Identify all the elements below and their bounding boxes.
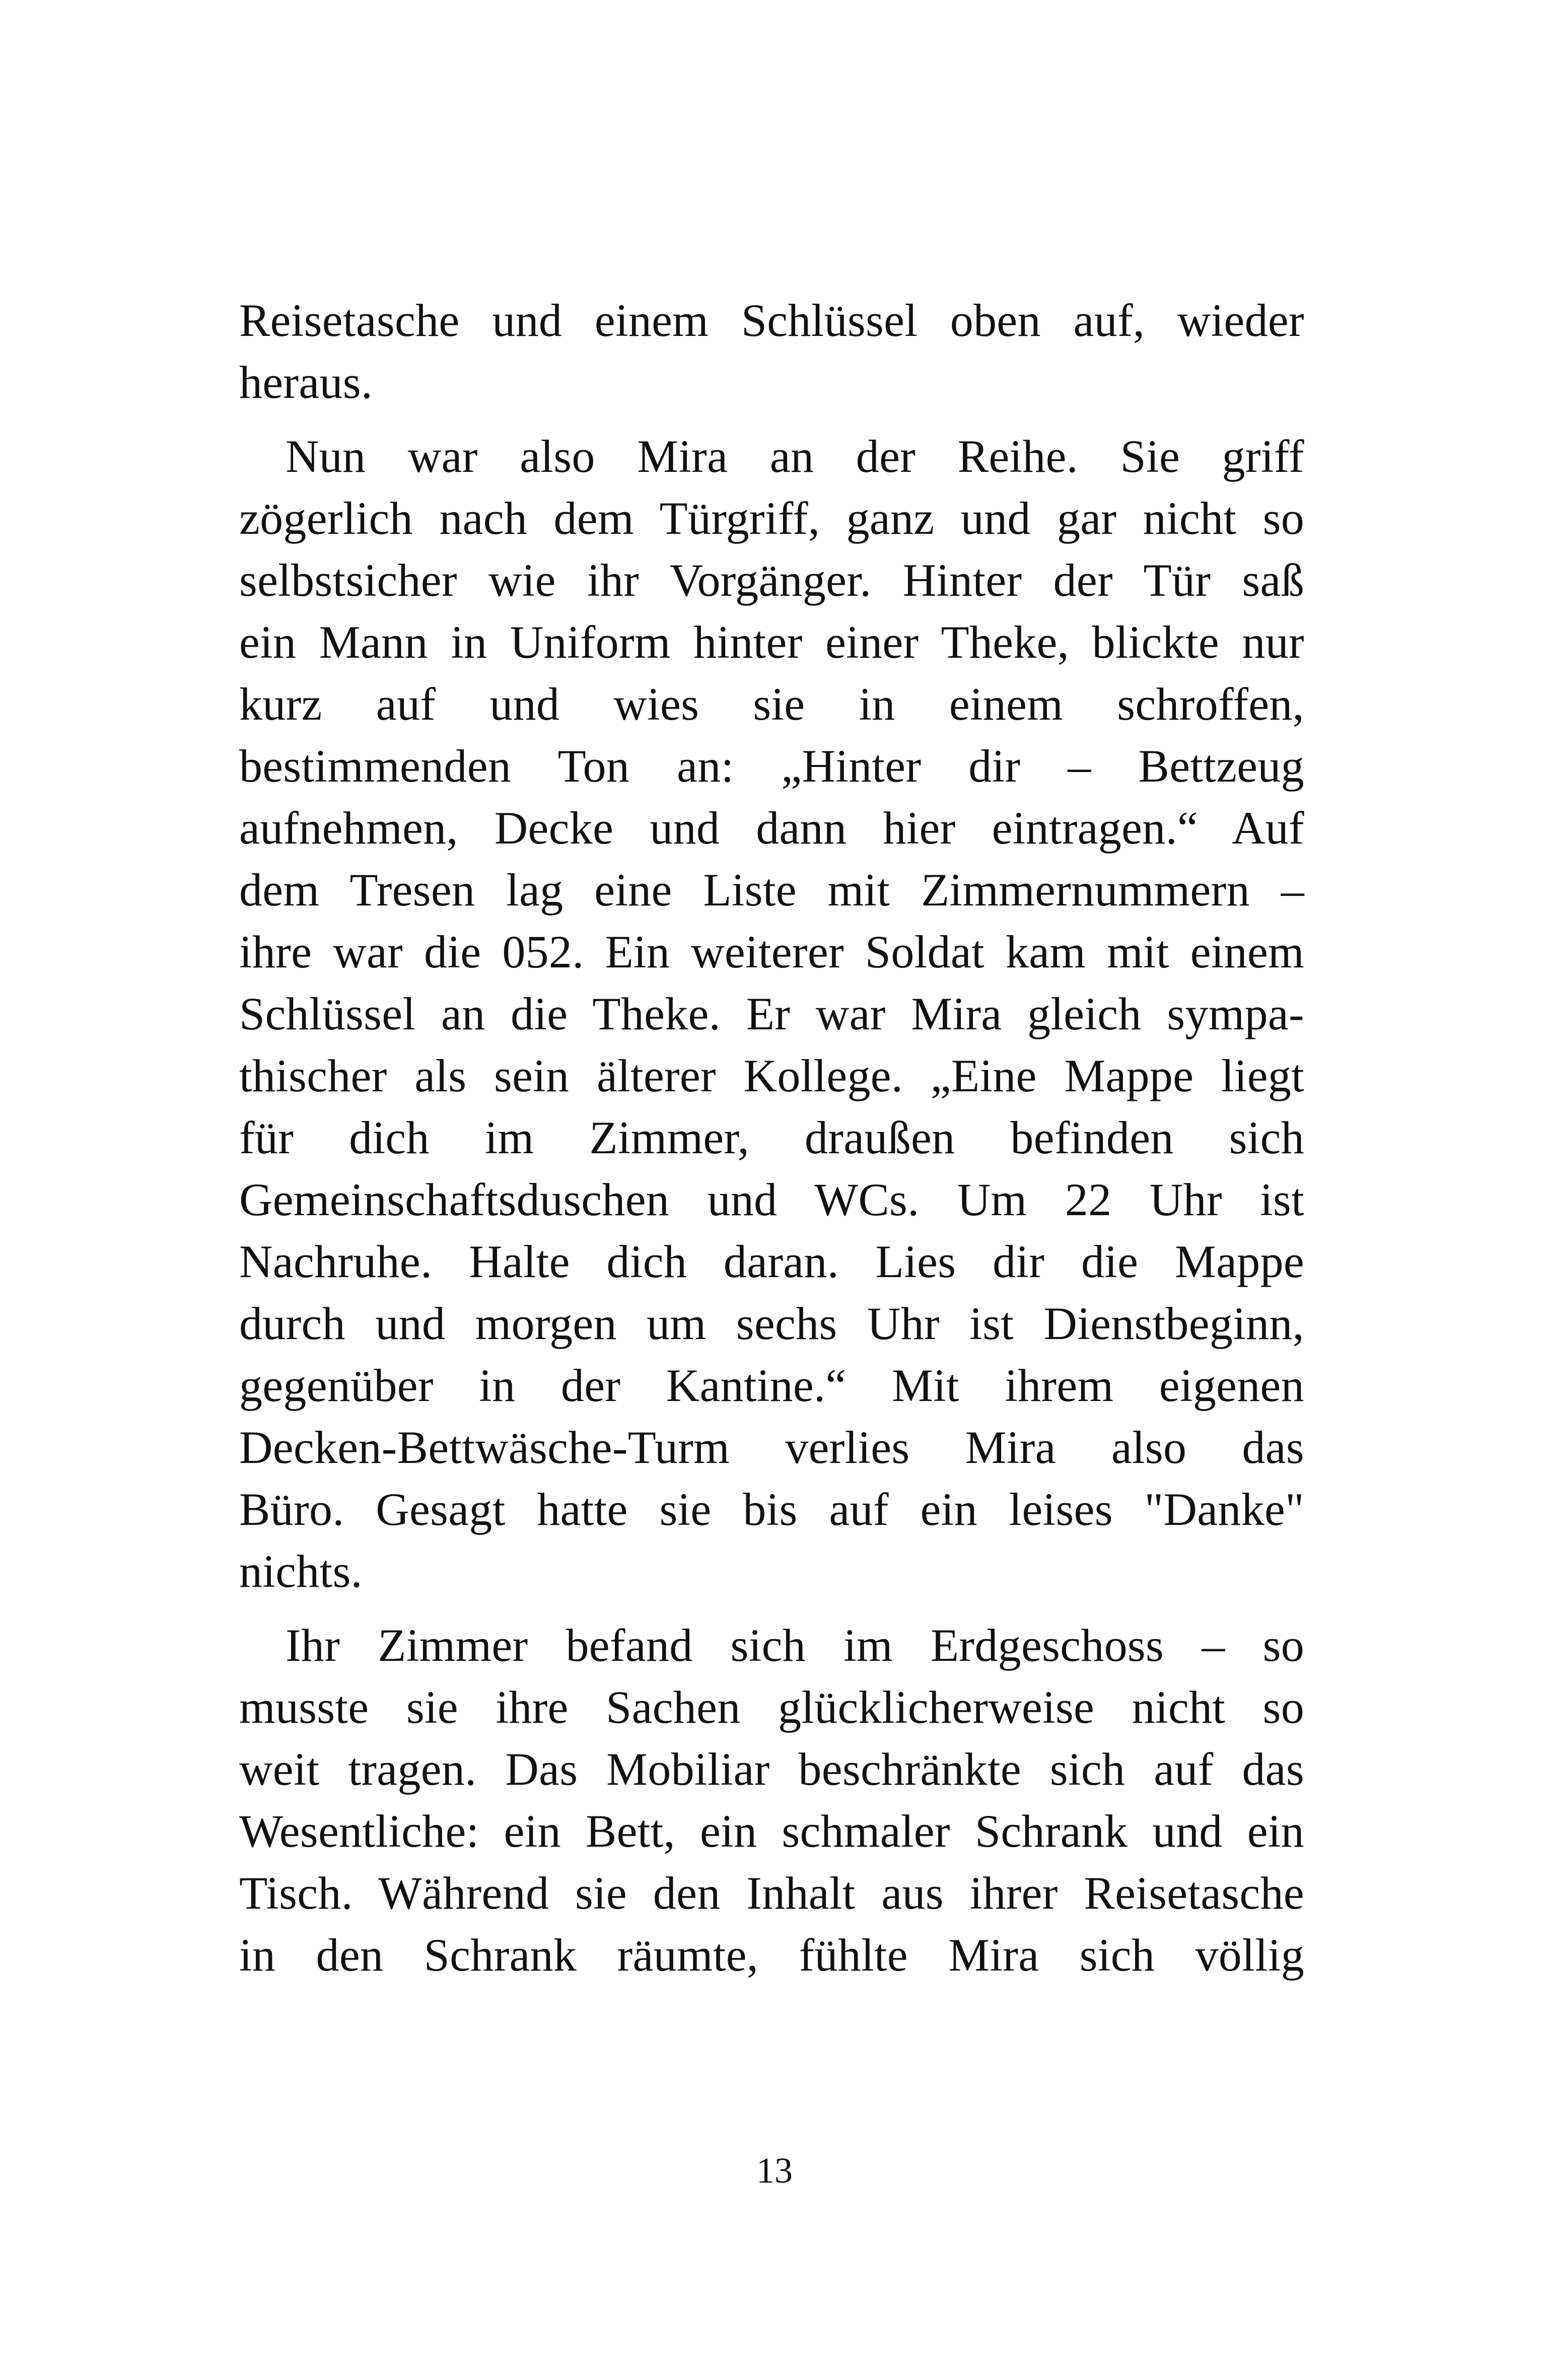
- text-line: weit tragen. Das Mobiliar beschränkte sich auf das: [239, 1743, 1304, 1795]
- body-text: [239, 290, 1304, 1986]
- text-line: Ihr Zimmer befand sich im Erdgeschoss – so: [286, 1620, 1304, 1671]
- page-number: 13: [756, 2150, 793, 2191]
- text-line: kurz auf und wies sie in einem schroffen,: [239, 678, 1304, 730]
- text-line: zögerlich nach dem Türgriff, ganz und gar nicht so: [239, 493, 1304, 544]
- text-line: ihre war die 052. Ein weiterer Soldat kam mit einem: [239, 926, 1304, 977]
- text-line: Büro. Gesagt hatte sie bis auf ein leises "Danke": [239, 1484, 1304, 1535]
- text-line: bestimmenden Ton an: „Hinter dir – Bettzeug: [239, 740, 1304, 792]
- text-line: Nachruhe. Halte dich daran. Lies dir die Mappe: [239, 1236, 1304, 1287]
- text-line: dem Tresen lag eine Liste mit Zimmernummern –: [239, 864, 1304, 916]
- text-line: ein Mann in Uniform hinter einer Theke, blickte nur: [239, 616, 1304, 668]
- text-line: Tisch. Während sie den Inhalt aus ihrer Reisetasche: [239, 1867, 1304, 1919]
- text-line: Reisetasche und einem Schlüssel oben auf, wieder: [239, 295, 1304, 346]
- text-line: Nun war also Mira an der Reihe. Sie griff: [286, 431, 1304, 482]
- text-line: Gemeinschaftsduschen und WCs. Um 22 Uhr ist: [239, 1174, 1304, 1225]
- text-line: thischer als sein älterer Kollege. „Eine Mappe liegt: [239, 1050, 1304, 1101]
- text-line: aufnehmen, Decke und dann hier eintragen.“ Auf: [239, 802, 1304, 854]
- text-line: gegenüber in der Kantine.“ Mit ihrem eigenen: [239, 1360, 1304, 1411]
- text-line: Wesentliche: ein Bett, ein schmaler Schrank und ein: [239, 1805, 1304, 1857]
- text-line: durch und morgen um sechs Uhr ist Dienstbeginn,: [239, 1298, 1304, 1349]
- text-line: in den Schrank räumte, fühlte Mira sich völlig: [239, 1929, 1304, 1981]
- text-line: heraus.: [239, 357, 373, 408]
- text-line: musste sie ihre Sachen glücklicherweise nicht so: [239, 1682, 1304, 1733]
- text-line: für dich im Zimmer, draußen befinden sich: [239, 1112, 1304, 1163]
- text-line: nichts.: [239, 1546, 363, 1597]
- text-line: Schlüssel an die Theke. Er war Mira gleich sympa-: [239, 988, 1304, 1039]
- text-line: Decken-Bettwäsche-Turm verlies Mira also das: [239, 1422, 1304, 1473]
- text-line: selbstsicher wie ihr Vorgänger. Hinter der Tür saß: [239, 554, 1304, 606]
